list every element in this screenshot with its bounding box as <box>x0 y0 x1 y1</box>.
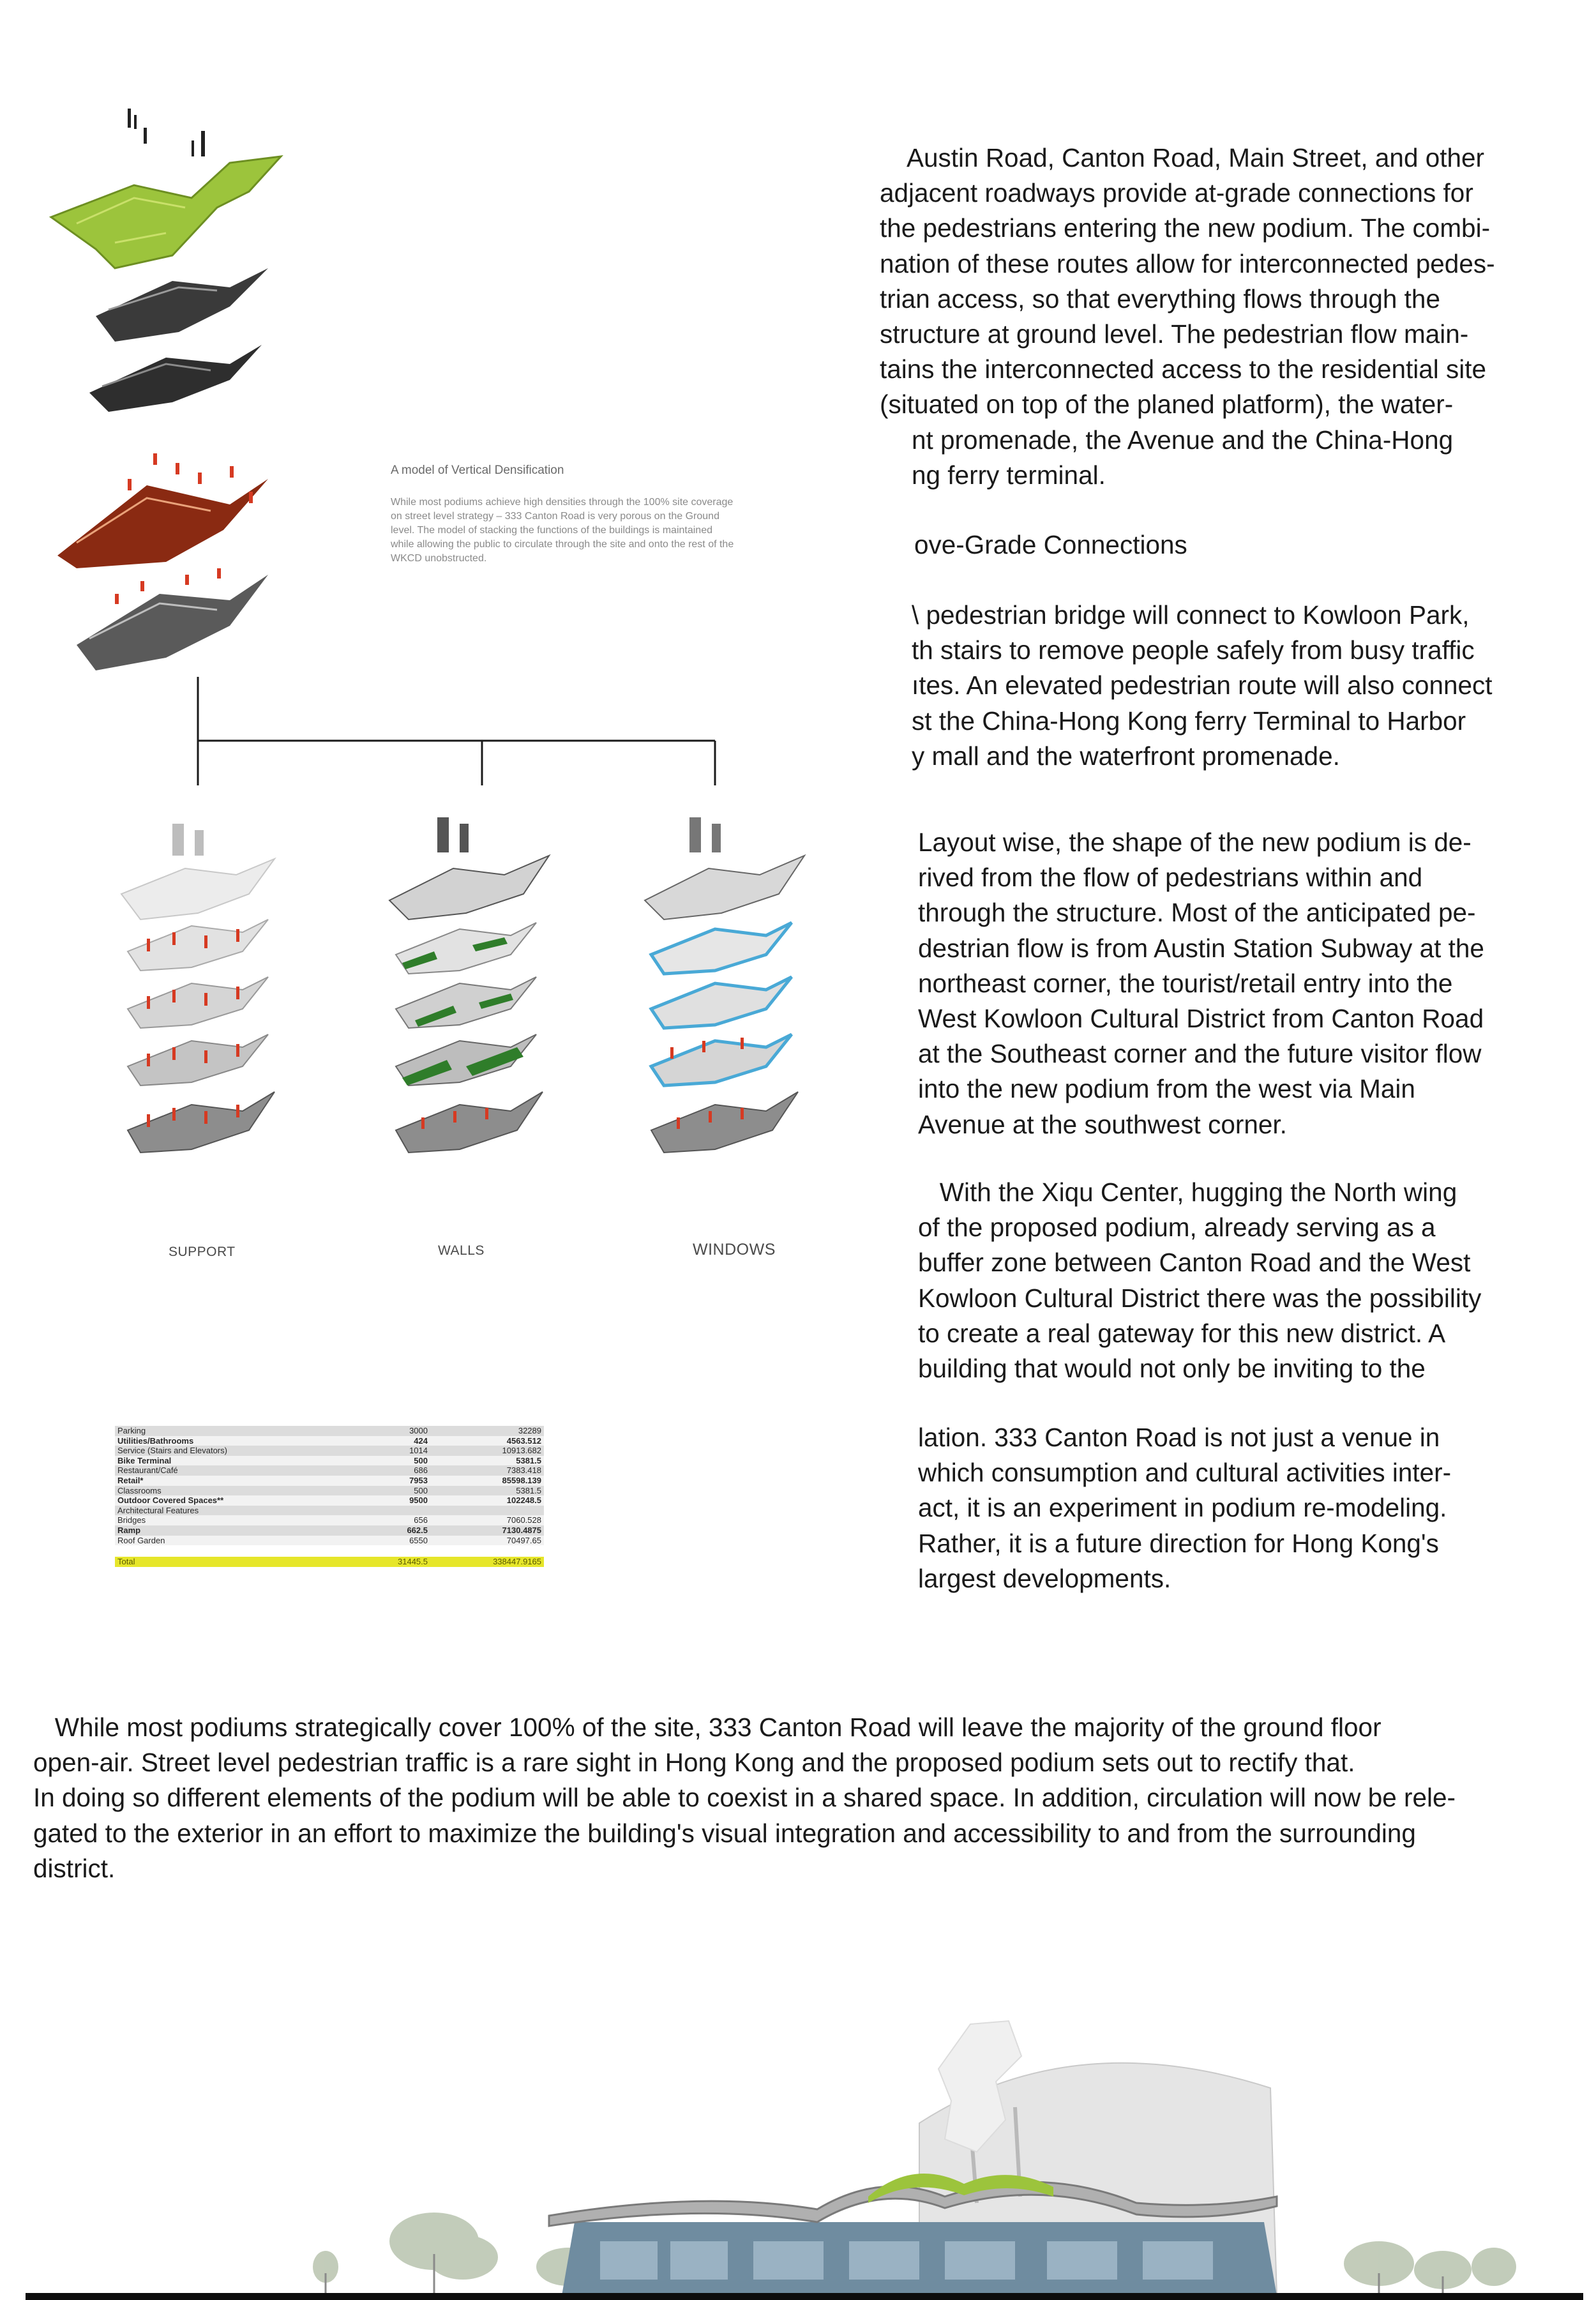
table-cell-value: 500 <box>355 1456 430 1466</box>
table-cell-value: 7060.528 <box>430 1515 544 1525</box>
table-row <box>115 1446 544 1456</box>
table-cell-value: 5381.5 <box>430 1486 544 1496</box>
text-line: (situated on top of the planed platform), the water- <box>880 390 1454 420</box>
support-label: SUPPORT <box>169 1245 236 1259</box>
table-spacer <box>115 1545 544 1557</box>
table-cell-value: 9500 <box>355 1495 430 1506</box>
table-row <box>115 1486 544 1496</box>
table-cell-value: 7383.418 <box>430 1465 544 1476</box>
text-line: With the Xiqu Center, hugging the North wing <box>918 1177 1457 1207</box>
table-cell-value: 3000 <box>355 1426 430 1436</box>
text-line: Austin Road, Canton Road, Main Street, and other <box>907 143 1485 172</box>
text-line: ng ferry terminal. <box>912 460 1106 490</box>
text-line: ıtes. An elevated pedestrian route will also connect <box>912 670 1493 700</box>
text-line: lation. 333 Canton Road is not just a venue in <box>918 1423 1440 1452</box>
support-diagram <box>109 824 300 1181</box>
caption-body: While most podiums achieve high densities through the 100% site coverage on street level strategy – 333 Canton Road is very porous on the Ground level. The model of stacking the functions of the buildings is maintained while allowing the public to circulate through the site and onto the rest of the WKCD unobstructed. <box>391 497 734 564</box>
text-line: through the structure. Most of the anticipated pe- <box>918 898 1476 928</box>
table-cell-value: 32289 <box>430 1426 544 1436</box>
table-cell-value: 686 <box>355 1465 430 1476</box>
text-line: district. <box>33 1853 116 1883</box>
table-cell-name: Roof Garden <box>115 1536 355 1546</box>
table-row <box>115 1465 544 1476</box>
table-cell-value: 1014 <box>355 1446 430 1456</box>
text-line: act, it is an experiment in podium re-modeling. <box>918 1493 1447 1523</box>
text-line: the pedestrians entering the new podium. The combi- <box>880 213 1491 243</box>
table-cell-value: 7130.4875 <box>430 1525 544 1536</box>
text-line: building that would not only be inviting to the <box>918 1354 1426 1384</box>
table-cell-name: Retail* <box>115 1476 355 1486</box>
table-cell-value: 338447.9165 <box>430 1557 544 1567</box>
table-row <box>115 1436 544 1446</box>
walls-label: WALLS <box>438 1243 485 1258</box>
table-cell-value: 31445.5 <box>355 1557 430 1567</box>
text-line: While most podiums strategically cover 100% of the site, 333 Canton Road will leave the majority of the ground floor <box>33 1713 1381 1742</box>
table-cell-name: Outdoor Covered Spaces** <box>115 1495 355 1506</box>
text-line: In doing so different elements of the podium will be able to coexist in a shared space. In addition, circulation will now be rele- <box>33 1783 1456 1813</box>
table-cell-value <box>355 1506 430 1516</box>
table-cell-name: Utilities/Bathrooms <box>115 1436 355 1446</box>
text-line: rived from the flow of pedestrians within and <box>918 863 1423 893</box>
caption-title: A model of Vertical Densification <box>391 464 564 477</box>
table-cell-name: Parking <box>115 1426 355 1436</box>
windows-label: WINDOWS <box>693 1241 776 1259</box>
table-row <box>115 1495 544 1506</box>
section-heading-above-grade: ove-Grade Connections <box>914 530 1187 559</box>
text-line: Layout wise, the shape of the new podium is de- <box>918 828 1472 857</box>
text-line: nt promenade, the Avenue and the China-Hong <box>912 425 1454 455</box>
table-cell-value: 656 <box>355 1515 430 1525</box>
windows-diagram <box>632 817 824 1181</box>
section-at-grade-connections <box>880 140 1495 493</box>
text-line: \ pedestrian bridge will connect to Kowloon Park, <box>912 600 1470 630</box>
table-row <box>115 1557 544 1567</box>
table-cell-value: 5381.5 <box>430 1456 544 1466</box>
table-cell-value: 10913.682 <box>430 1446 544 1456</box>
table-row <box>115 1525 544 1536</box>
table-cell-name: Total <box>115 1557 355 1567</box>
program-area-table <box>115 1426 544 1567</box>
text-line: at the Southeast corner and the future visitor flow <box>918 1039 1482 1069</box>
section-xiqu-center <box>918 1175 1481 1386</box>
text-line: y mall and the waterfront promenade. <box>912 741 1340 771</box>
text-line: adjacent roadways provide at-grade connections for <box>880 178 1473 208</box>
text-line: buffer zone between Canton Road and the West <box>918 1248 1471 1278</box>
diagram-connector-lines <box>192 677 721 792</box>
text-line: Kowloon Cultural District there was the possibility <box>918 1283 1482 1313</box>
text-line: gated to the exterior in an effort to maximize the building's visual integration and accessibility to and from the surrounding <box>33 1818 1416 1848</box>
exploded-axonometric-diagram <box>38 96 396 683</box>
text-line: Avenue at the southwest corner. <box>918 1109 1287 1139</box>
text-line: th stairs to remove people safely from busy traffic <box>912 635 1475 665</box>
table-row <box>115 1536 544 1546</box>
section-conclusion <box>918 1420 1451 1596</box>
text-line: Rather, it is a future direction for Hong Kong's <box>918 1528 1439 1558</box>
table-cell-name: Service (Stairs and Elevators) <box>115 1446 355 1456</box>
table-cell-name: Classrooms <box>115 1486 355 1496</box>
table-cell-value: 500 <box>355 1486 430 1496</box>
text-line: which consumption and cultural activities inter- <box>918 1458 1452 1488</box>
table-cell-value: 102248.5 <box>430 1495 544 1506</box>
text-line: to create a real gateway for this new district. A <box>918 1318 1446 1348</box>
table-cell-name: Bridges <box>115 1515 355 1525</box>
table-cell-name: Bike Terminal <box>115 1456 355 1466</box>
text-line: tains the interconnected access to the residential site <box>880 354 1487 384</box>
text-line: structure at ground level. The pedestrian flow main- <box>880 319 1469 349</box>
table-cell-value: 662.5 <box>355 1525 430 1536</box>
text-line: into the new podium from the west via Main <box>918 1074 1415 1104</box>
table-cell-name: Architectural Features <box>115 1506 355 1516</box>
text-line: West Kowloon Cultural District from Canton Road <box>918 1004 1484 1034</box>
building-elevation-rendering <box>306 2011 1519 2296</box>
table-cell-name: Ramp <box>115 1525 355 1536</box>
text-line: open-air. Street level pedestrian traffic is a rare sight in Hong Kong and the proposed podium sets out to rectify that. <box>33 1748 1355 1778</box>
text-line: st the China-Hong Kong ferry Terminal to Harbor <box>912 706 1466 736</box>
walls-diagram <box>377 817 568 1181</box>
text-line: largest developments. <box>918 1563 1171 1593</box>
table-row <box>115 1426 544 1436</box>
table-cell-value: 85598.139 <box>430 1476 544 1486</box>
text-line: of the proposed podium, already serving as a <box>918 1213 1436 1243</box>
table-cell-value: 6550 <box>355 1536 430 1546</box>
table-cell-name: Restaurant/Café <box>115 1465 355 1476</box>
table-row <box>115 1506 544 1516</box>
section-layout <box>918 825 1484 1142</box>
text-line: nation of these routes allow for interconnected pedes- <box>880 248 1495 278</box>
text-line: trian access, so that everything flows through the <box>880 284 1440 314</box>
section-above-grade-connections <box>912 598 1493 774</box>
text-line: northeast corner, the tourist/retail entry into the <box>918 968 1453 998</box>
table-row <box>115 1515 544 1525</box>
text-line: destrian flow is from Austin Station Subway at the <box>918 933 1484 963</box>
table-row <box>115 1476 544 1486</box>
table-cell-value: 424 <box>355 1436 430 1446</box>
table-cell-value <box>430 1506 544 1516</box>
table-row <box>115 1456 544 1466</box>
table-cell-value: 70497.65 <box>430 1536 544 1546</box>
table-cell-value: 7953 <box>355 1476 430 1486</box>
table-cell-value: 4563.512 <box>430 1436 544 1446</box>
ground-line <box>26 2293 1583 2300</box>
bottom-paragraph <box>33 1710 1578 1886</box>
